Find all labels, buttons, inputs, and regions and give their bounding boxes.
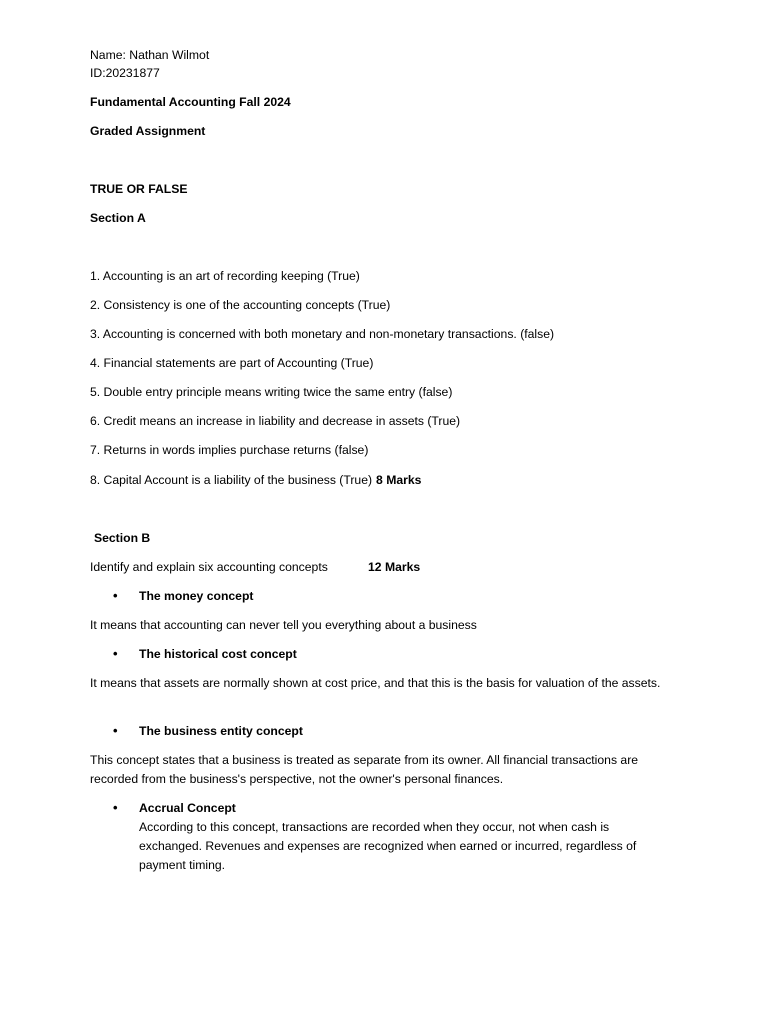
question-item: 1. Accounting is an art of recording keeping (True)	[90, 269, 360, 283]
question-item: 5. Double entry principle means writing twice the same entry (false)	[90, 385, 453, 399]
concept-title: The business entity concept	[139, 724, 303, 738]
question-item-text: 8. Capital Account is a liability of the business (True)	[90, 473, 373, 487]
bullet-icon: •	[113, 723, 118, 738]
true-false-heading: TRUE OR FALSE	[90, 182, 188, 196]
bullet-icon: •	[113, 800, 118, 815]
question-item: 4. Financial statements are part of Accounting (True)	[90, 356, 374, 370]
concept-text: This concept states that a business is treated as separate from its owner. All financial transactions are recorded from the business's perspective, not the owner's personal finances.	[90, 753, 639, 786]
question-item-last	[90, 471, 421, 489]
student-name: Name: Nathan Wilmot	[90, 48, 210, 62]
assignment-title: Graded Assignment	[90, 124, 206, 138]
concept-title: The money concept	[139, 589, 254, 603]
course-title: Fundamental Accounting Fall 2024	[90, 95, 291, 109]
concept-title: The historical cost concept	[139, 647, 297, 661]
question-item: 3. Accounting is concerned with both monetary and non-monetary transactions. (false)	[90, 327, 555, 341]
concept-text: It means that accounting can never tell you everything about a business	[90, 618, 477, 632]
bullet-icon: •	[113, 588, 118, 603]
student-id: ID:20231877	[90, 66, 160, 80]
bullet-icon: •	[113, 646, 118, 661]
concept-title: Accrual Concept	[139, 801, 236, 815]
section-a-heading: Section A	[90, 211, 146, 225]
section-b-heading: Section B	[94, 531, 151, 545]
section-b-marks: 12 Marks	[368, 560, 421, 574]
question-item: 6. Credit means an increase in liability and decrease in assets (True)	[90, 414, 461, 428]
question-item: 2. Consistency is one of the accounting concepts (True)	[90, 298, 391, 312]
section-b-prompt: Identify and explain six accounting concepts	[90, 560, 328, 574]
concept-text: According to this concept, transactions are recorded when they occur, not when cash is exchanged. Revenues and expenses are recognized when earned or incurred, regardless of payment timing.	[139, 820, 637, 872]
question-item: 7. Returns in words implies purchase returns (false)	[90, 443, 369, 457]
concept-text: It means that assets are normally shown at cost price, and that this is the basis for valuation of the assets.	[90, 676, 661, 690]
section-a-marks: 8 Marks	[376, 473, 422, 487]
